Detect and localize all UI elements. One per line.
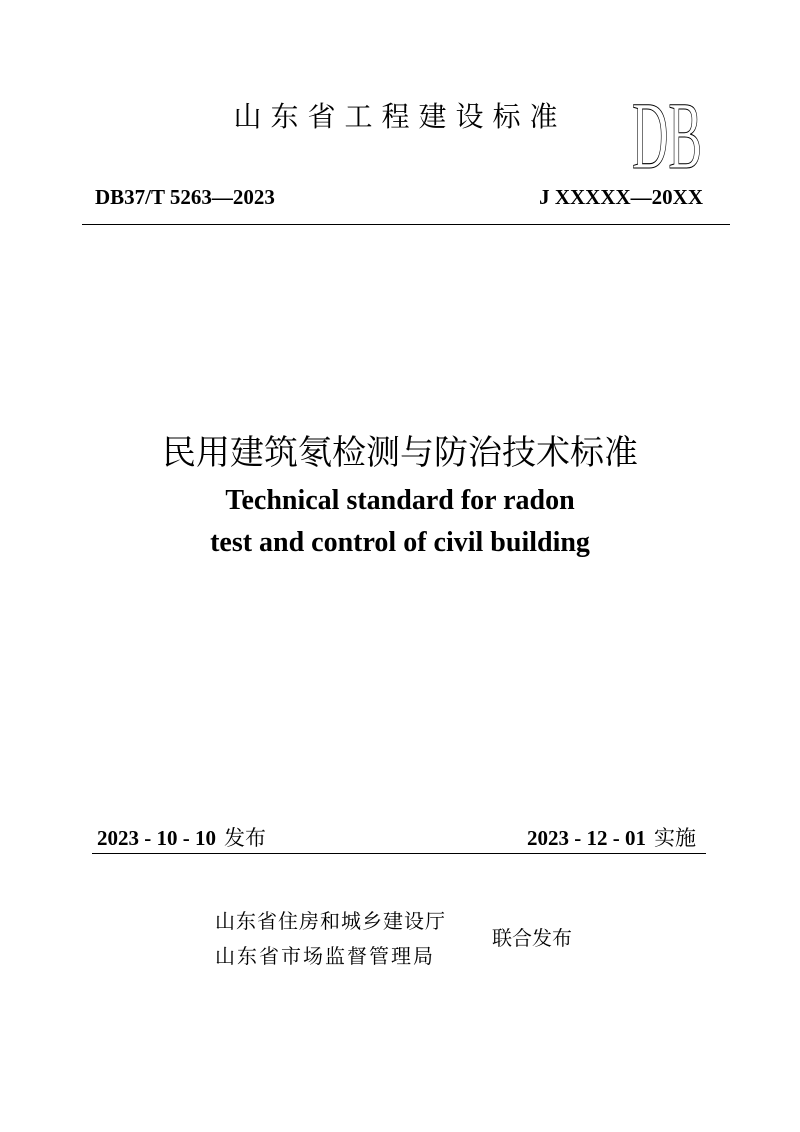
db-logo [630, 82, 705, 190]
standard-number: DB37/T 5263—2023 [95, 185, 275, 209]
issuer-housing-department: 山东省住房和城乡建设厅 [215, 909, 446, 933]
effective-date-block [527, 822, 696, 852]
title-english-line1: Technical standard for radon [225, 485, 575, 516]
effective-date: 2023 - 12 - 01 [527, 826, 646, 850]
record-number: J XXXXX—20XX [539, 185, 703, 209]
title-english-line2: test and control of civil building [210, 527, 590, 558]
header-divider [82, 224, 730, 225]
issuer-market-regulation-bureau: 山东省市场监督管理局 [215, 944, 435, 968]
issue-date-block [97, 822, 266, 852]
joint-release-label: 联合发布 [492, 926, 572, 950]
issue-label: 发布 [224, 826, 266, 850]
footer-divider [92, 853, 706, 854]
db-logo-text: DB [632, 82, 702, 190]
effective-label: 实施 [654, 826, 696, 850]
issue-date: 2023 - 10 - 10 [97, 826, 216, 850]
title-chinese: 民用建筑氡检测与防治技术标准 [162, 433, 638, 473]
standard-category: 山东省工程建设标准 [233, 100, 567, 133]
